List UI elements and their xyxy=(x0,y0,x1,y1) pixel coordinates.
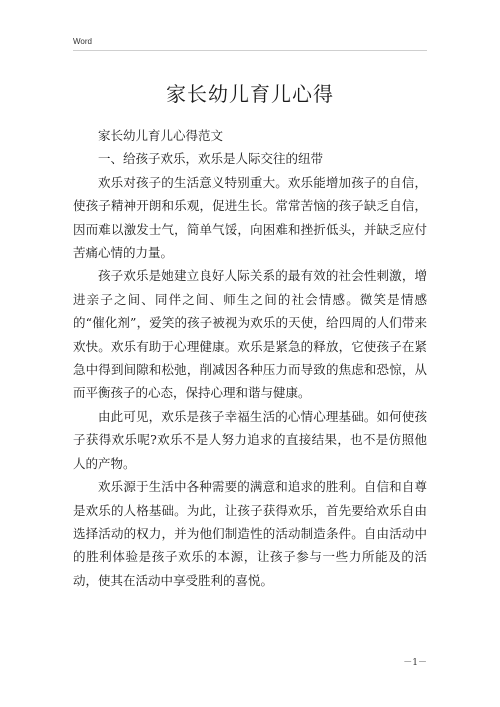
paragraph: 由此可见，欢乐是孩子幸福生活的心情心理基础。如何使孩子获得欢乐呢?欢乐不是人努力追求的直接结果，也不是仿照他人的产物。 xyxy=(73,408,427,471)
document-body xyxy=(73,124,427,592)
paragraph: 欢乐源于生活中各种需要的满意和追求的胜利。自信和自尊是欢乐的人格基础。为此，让孩子获得欢乐，首先要给欢乐自由选择活动的权力，并为他们制造性的活动制造条件。自由活动中的胜利体验是孩子欢乐的本源，让孩子参与一些力所能及的活动，使其在活动中享受胜利的喜悦。 xyxy=(73,479,427,588)
section-heading: 一、给孩子欢乐，欢乐是人际交往的纽带 xyxy=(98,151,324,167)
header-app-label: Word xyxy=(73,37,92,46)
document-subtitle: 家长幼儿育儿心得范文 xyxy=(98,128,224,143)
page-number: －1－ xyxy=(403,658,427,668)
header-divider xyxy=(73,50,427,51)
paragraph: 欢乐对孩子的生活意义特别重大。欢乐能增加孩子的自信，使孩子精神开朗和乐观，促进生长。常常苦恼的孩子缺乏自信，因而难以激发士气，简单气馁，向困难和挫折低头，并缺乏应付苦痛心情的力量。 xyxy=(73,174,427,261)
paragraph: 孩子欢乐是她建立良好人际关系的最有效的社会性刺激，增进亲子之间、同伴之间、师生之间的社会情感。微笑是情感的“催化剂”，爱笑的孩子被视为欢乐的天使，给四周的人们带来欢快。欢乐有助于心理健康。欢乐是紧急的释放，它使孩子在紧急中得到间隙和松弛，削减因各种压力而导致的焦虑和恐惊，从而平衡孩子的心态，保持心理和谐与健康。 xyxy=(73,268,427,401)
document-title: 家长幼儿育儿心得 xyxy=(166,82,334,106)
